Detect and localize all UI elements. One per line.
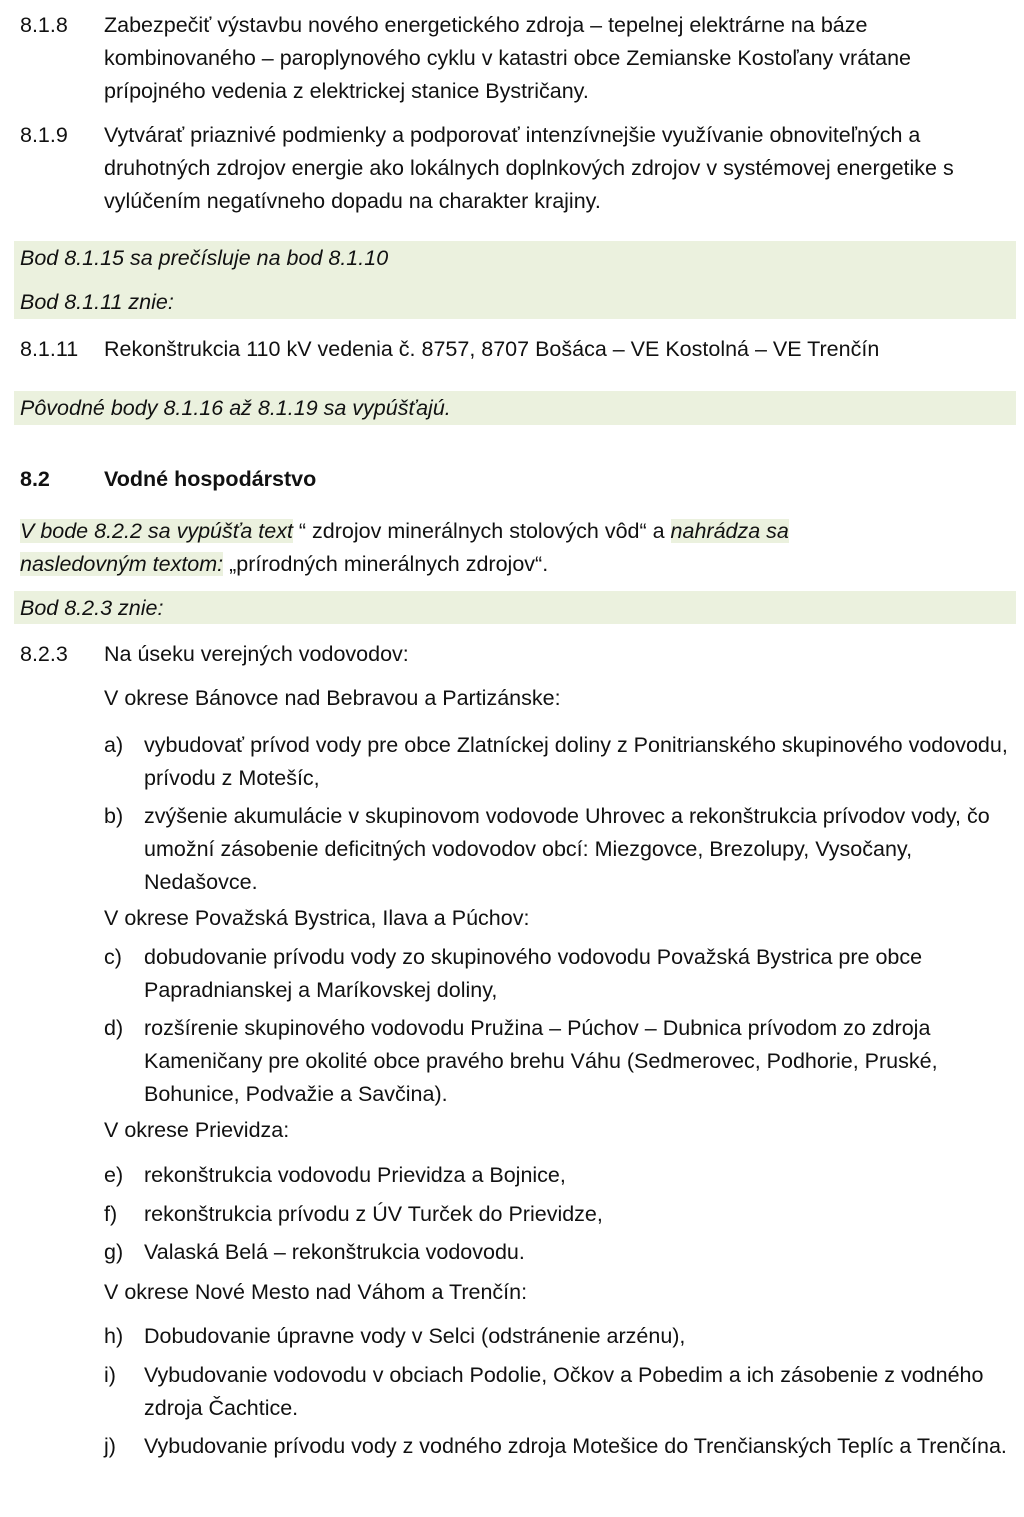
list-letter: a) bbox=[104, 733, 124, 757]
district-heading: V okrese Nové Mesto nad Váhom a Trenčín: bbox=[104, 1280, 528, 1304]
section-8-1-8 bbox=[20, 9, 1010, 108]
district-heading: V okrese Považská Bystrica, Ilava a Púchov: bbox=[104, 906, 530, 930]
amendment-note: Pôvodné body 8.1.16 až 8.1.19 sa vypúšťajú. bbox=[20, 396, 451, 420]
section-text: Na úseku verejných vodovodov: bbox=[104, 642, 409, 666]
section-8-1-9 bbox=[20, 119, 1010, 218]
list-item-c bbox=[104, 941, 1010, 1007]
amendment-instruction: nasledovným textom: bbox=[20, 552, 224, 576]
amendment-note: Bod 8.1.11 znie: bbox=[20, 290, 174, 314]
list-item-d bbox=[104, 1012, 1010, 1111]
section-heading-8-2 bbox=[20, 463, 316, 496]
list-text: Valaská Belá – rekonštrukcia vodovodu. bbox=[144, 1240, 525, 1264]
list-text: rekonštrukcia prívodu z ÚV Turček do Prievidze, bbox=[144, 1202, 603, 1226]
list-letter: d) bbox=[104, 1016, 124, 1040]
list-letter: f) bbox=[104, 1202, 118, 1226]
list-letter: j) bbox=[104, 1434, 116, 1458]
district-heading: V okrese Prievidza: bbox=[104, 1118, 290, 1142]
list-letter: h) bbox=[104, 1324, 124, 1348]
list-text: zvýšenie akumulácie v skupinovom vodovode Uhrovec a rekonštrukcia prívodov vody, čo umožní zásobenie deficitných vodovodov obcí: Miezgovce, Brezolupy, Vysočany, Nedašovce. bbox=[144, 804, 990, 894]
list-item-f bbox=[104, 1198, 1010, 1231]
section-number: 8.1.8 bbox=[20, 13, 68, 37]
list-letter: e) bbox=[104, 1163, 124, 1187]
amendment-note-8-2-2 bbox=[20, 515, 1010, 581]
list-text: dobudovanie prívodu vody zo skupinového vodovodu Považská Bystrica pre obce Papradnianskej a Maríkovskej doliny, bbox=[144, 945, 923, 1002]
list-item-a bbox=[104, 729, 1010, 795]
section-text: Vytvárať priaznivé podmienky a podporovať intenzívnejšie využívanie obnoviteľných a druhotných zdrojov energie ako lokálnych doplnkových zdrojov v systémovej energetike s vylúčením negatívneho dopadu na charakter krajiny. bbox=[104, 123, 954, 213]
section-text: Rekonštrukcia 110 kV vedenia č. 8757, 8707 Bošáca – VE Kostolná – VE Trenčín bbox=[104, 337, 880, 361]
list-text: vybudovať prívod vody pre obce Zlatníckej doliny z Ponitrianského skupinového vodovodu, prívodu z Motešíc, bbox=[144, 733, 1008, 790]
replacement-text: „prírodných minerálnych zdrojov“. bbox=[223, 552, 549, 576]
removed-text: “ zdrojov minerálnych stolových vôd“ a bbox=[292, 519, 671, 543]
list-text: Vybudovanie prívodu vody z vodného zdroja Motešice do Trenčianských Teplíc a Trenčína. bbox=[144, 1434, 1007, 1458]
list-item-j bbox=[104, 1430, 1010, 1463]
district-heading: V okrese Bánovce nad Bebravou a Partizánske: bbox=[104, 686, 561, 710]
list-item-h bbox=[104, 1320, 1010, 1353]
list-letter: g) bbox=[104, 1240, 124, 1264]
list-text: Dobudovanie úpravne vody v Selci (odstránenie arzénu), bbox=[144, 1324, 686, 1348]
list-item-e bbox=[104, 1159, 1010, 1192]
list-item-b bbox=[104, 800, 1010, 899]
section-8-2-3 bbox=[20, 638, 1010, 671]
section-number: 8.2.3 bbox=[20, 642, 68, 666]
list-letter: b) bbox=[104, 804, 124, 828]
section-text: Zabezpečiť výstavbu nového energetického zdroja – tepelnej elektrárne na báze kombinovaného – paroplynového cyklu v katastri obce Zemianske Kostoľany vrátane prípojného vedenia z elektrickej stanice Bystričany. bbox=[104, 13, 911, 103]
section-number: 8.1.11 bbox=[20, 337, 79, 361]
amendment-note: Bod 8.2.3 znie: bbox=[20, 596, 164, 620]
section-8-1-11 bbox=[20, 333, 1010, 366]
list-item-i bbox=[104, 1359, 1010, 1425]
list-letter: c) bbox=[104, 945, 122, 969]
list-item-g bbox=[104, 1236, 1010, 1269]
section-number: 8.1.9 bbox=[20, 123, 68, 147]
heading-title: Vodné hospodárstvo bbox=[104, 467, 317, 491]
list-text: rozšírenie skupinového vodovodu Pružina – Púchov – Dubnica prívodom zo zdroja Kameničany pre okolité obce pravého brehu Váhu (Sedmerovec, Podhorie, Pruské, Bohunice, Podvažie a Savčina). bbox=[144, 1016, 938, 1106]
heading-number: 8.2 bbox=[20, 467, 50, 491]
list-letter: i) bbox=[104, 1363, 116, 1387]
list-text: Vybudovanie vodovodu v obciach Podolie, Očkov a Pobedim a ich zásobenie z vodného zdroja Čachtice. bbox=[144, 1363, 984, 1420]
amendment-instruction: nahrádza sa bbox=[670, 519, 789, 543]
amendment-instruction: V bode 8.2.2 sa vypúšťa text bbox=[20, 519, 293, 543]
amendment-note: Bod 8.1.15 sa prečísluje na bod 8.1.10 bbox=[20, 246, 389, 270]
list-text: rekonštrukcia vodovodu Prievidza a Bojnice, bbox=[144, 1163, 566, 1187]
